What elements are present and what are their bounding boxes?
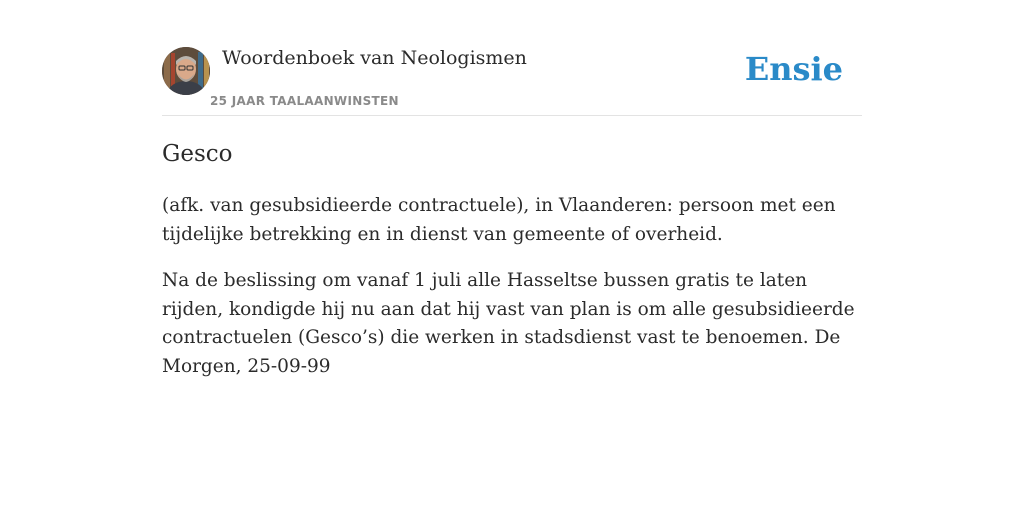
ensie-logo[interactable]: Ensie — [744, 50, 843, 88]
site-subtitle: 25 JAAR TAALAANWINSTEN — [210, 94, 399, 108]
site-header — [162, 0, 862, 116]
entry-quote: Na de beslissing om vanaf 1 juli alle Hasseltse bussen gratis te laten rijden, kondigde hij nu aan dat hij vast van plan is om alle gesubsidieerde contractuelen (Gesco’s) die werken in stadsdienst vast te benoemen. De Morgen, 25-09-99 — [162, 270, 855, 377]
page-container — [162, 0, 862, 512]
author-avatar[interactable] — [162, 47, 210, 95]
site-title[interactable]: Woordenboek van Neologismen — [222, 47, 527, 69]
entry-definition: (afk. van gesubsidieerde contractuele), in Vlaanderen: persoon met een tijdelijke betrekking en in dienst van gemeente of overheid. — [162, 195, 836, 245]
author-portrait-icon — [162, 47, 210, 95]
entry-term: Gesco — [162, 141, 233, 167]
